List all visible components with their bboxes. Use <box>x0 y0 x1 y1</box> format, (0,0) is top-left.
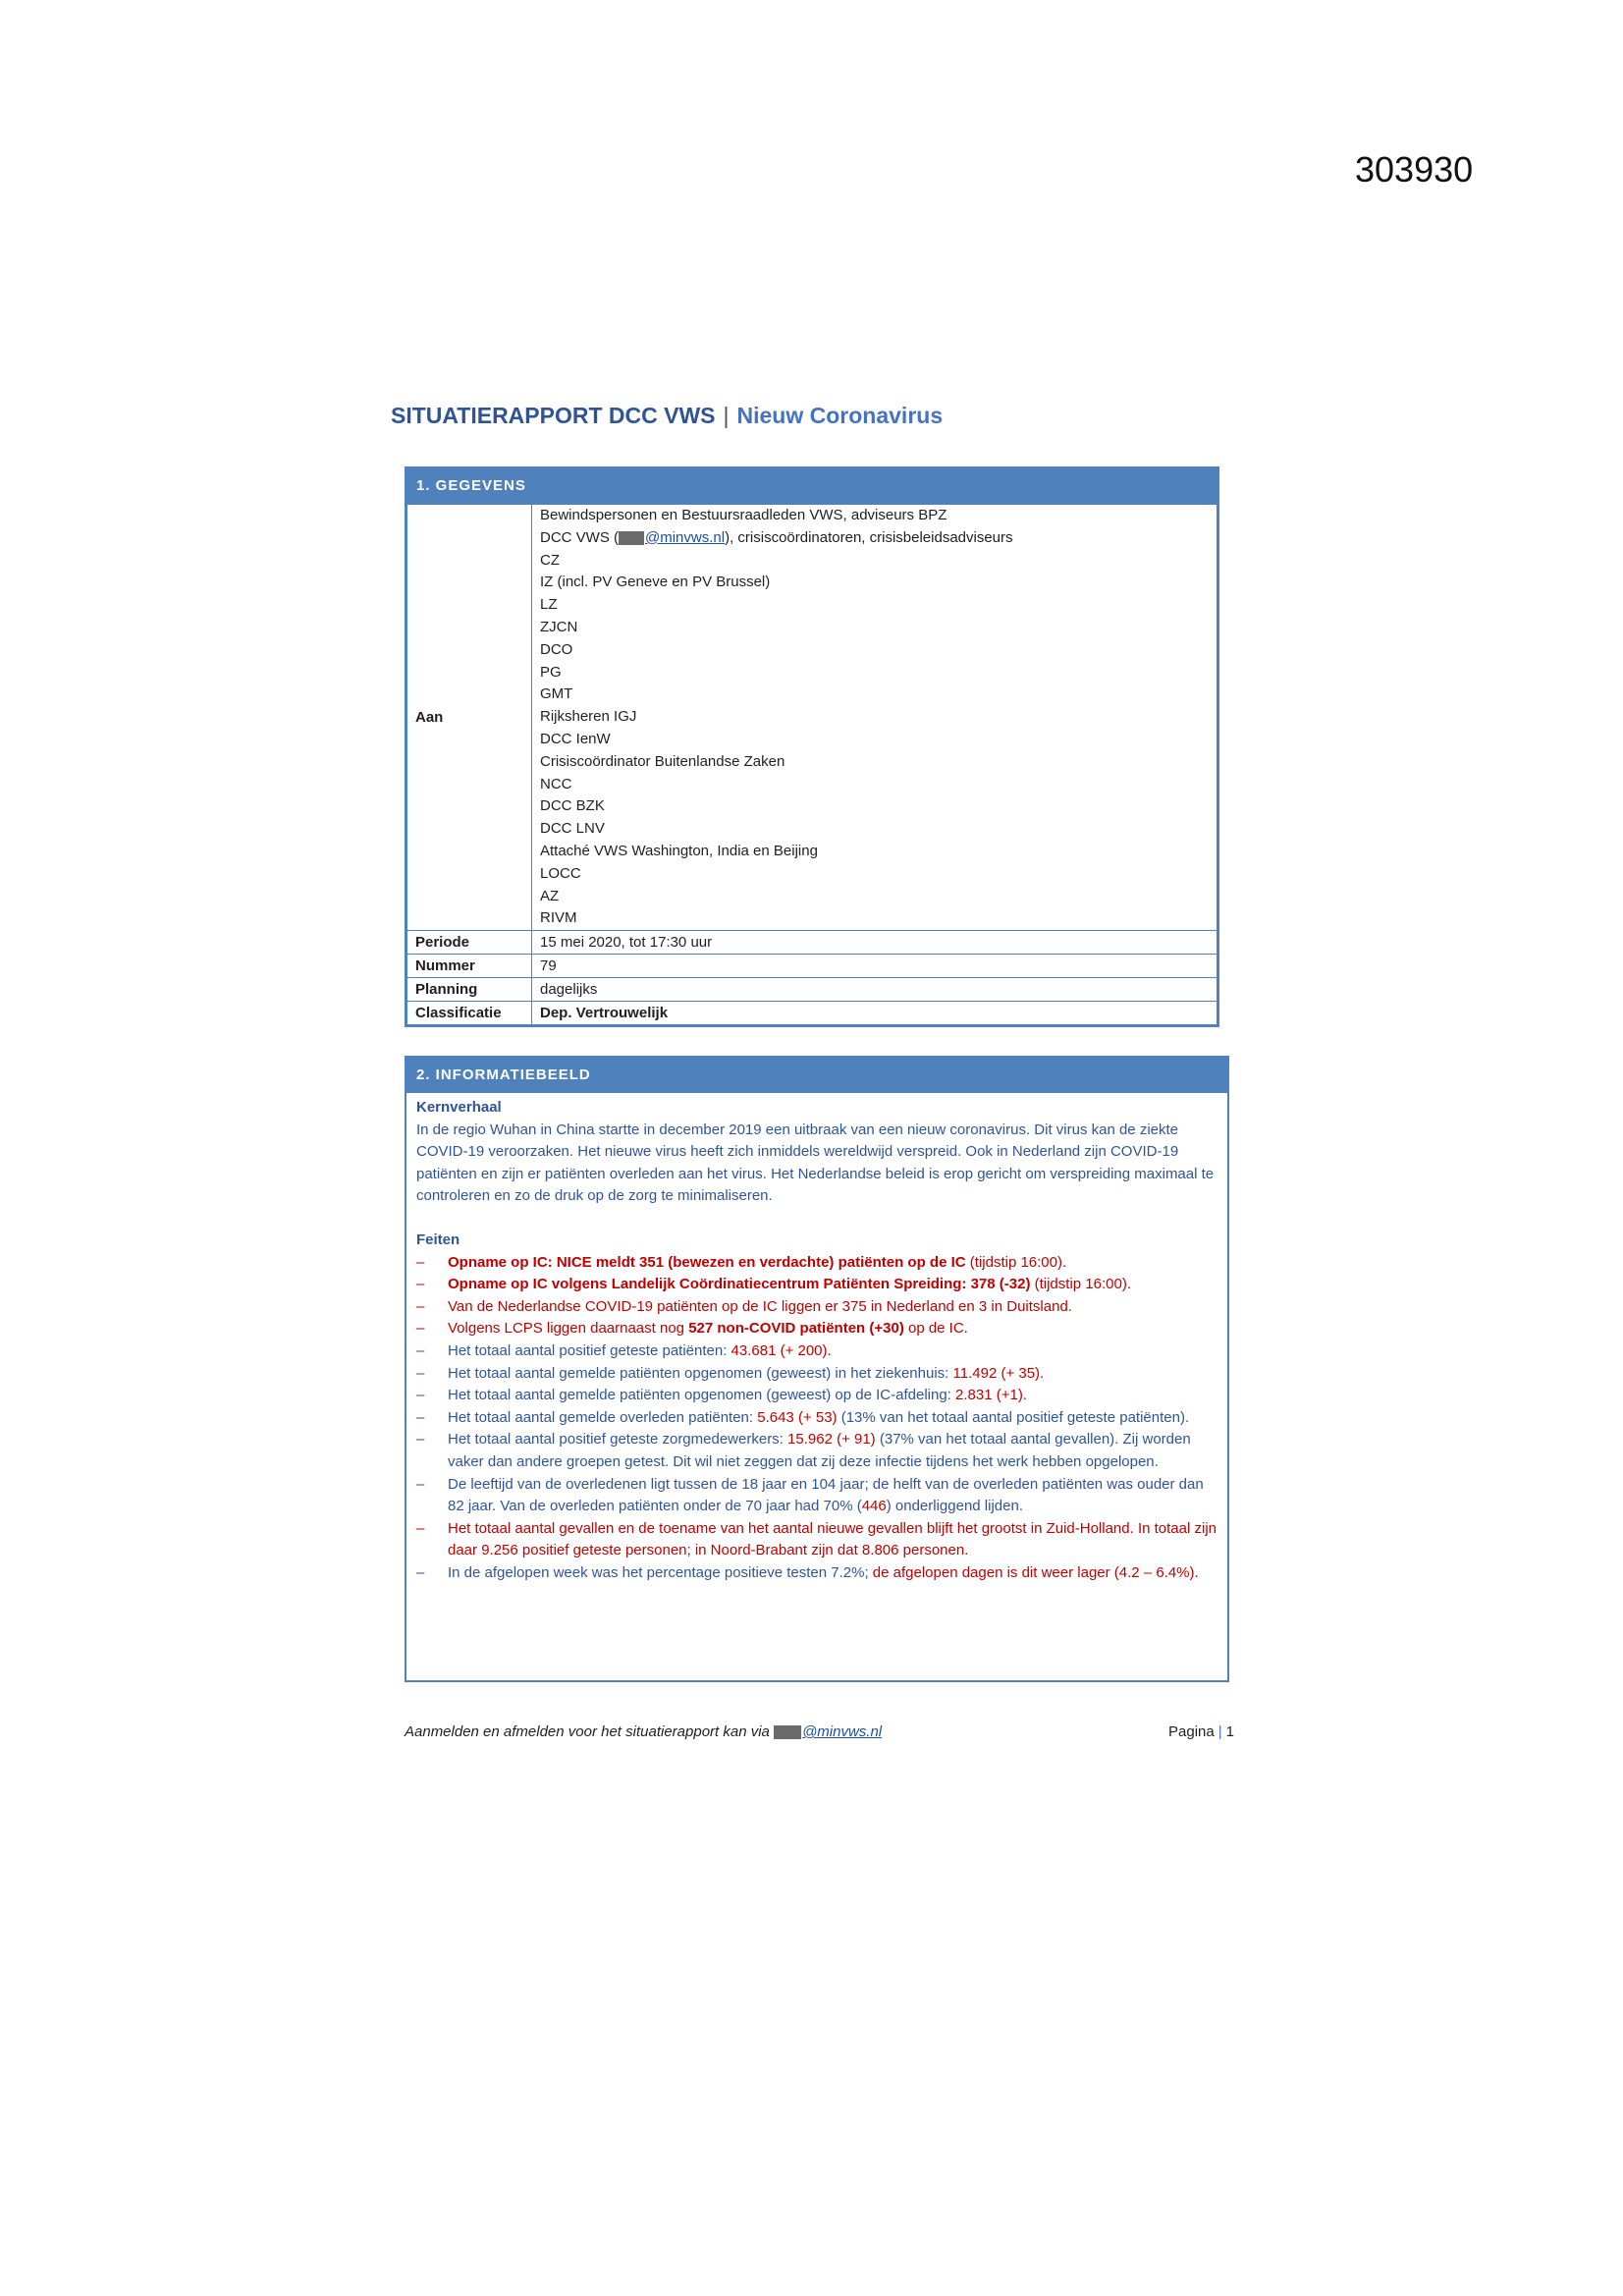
footer-email-link[interactable]: @minvws.nl <box>802 1723 883 1740</box>
feit-bold: Opname op IC: NICE meldt 351 (bewezen en verdachte) patiënten op de IC <box>448 1253 966 1271</box>
aan-line-text: ), crisiscoördinatoren, crisisbeleidsadviseurs <box>725 528 1013 546</box>
planning-value: dagelijks <box>532 978 1217 1002</box>
aan-line: CZ <box>540 551 560 569</box>
title-separator: | <box>723 403 730 428</box>
aan-line-text: DCC VWS ( <box>540 528 619 546</box>
title-main: SITUATIERAPPORT DCC VWS <box>391 403 716 428</box>
feit-value: 5.643 (+ 53) <box>757 1408 838 1426</box>
feit-text: (tijdstip 16:00). <box>965 1253 1067 1271</box>
feit-text: Het totaal aantal gemelde overleden patiënten: <box>448 1408 758 1426</box>
feit-text: In de afgelopen week was het percentage positieve testen 7.2%; <box>448 1563 873 1581</box>
feit-text: (13% van het totaal aantal positief geteste patiënten). <box>837 1408 1190 1426</box>
feit-item <box>416 1562 1217 1585</box>
section-informatiebeeld-heading: 2. INFORMATIEBEELD <box>406 1058 1227 1093</box>
feit-item <box>416 1385 1217 1407</box>
periode-value: 15 mei 2020, tot 17:30 uur <box>532 931 1217 955</box>
page-indicator <box>1168 1723 1234 1740</box>
aan-line: IZ (incl. PV Geneve en PV Brussel) <box>540 574 771 591</box>
feit-text: Het totaal aantal gemelde patiënten opgenomen (geweest) op de IC-afdeling: <box>448 1387 956 1404</box>
feit-value: 2.831 (+1). <box>955 1387 1027 1404</box>
row-aan <box>407 505 1217 931</box>
feit-item <box>416 1274 1217 1296</box>
feit-value: 446 <box>861 1498 887 1515</box>
page-label: Pagina <box>1168 1723 1215 1740</box>
planning-label: Planning <box>407 978 532 1002</box>
aan-line: DCC LNV <box>540 820 605 838</box>
row-classificatie <box>407 1002 1217 1025</box>
aan-list <box>532 505 1217 931</box>
feit-value: de afgelopen dagen is dit weer lager (4.2 – 6.4%). <box>872 1563 1199 1581</box>
page-footer <box>405 1723 1234 1740</box>
aan-line: LZ <box>540 596 558 614</box>
aan-line: AZ <box>540 887 560 904</box>
section-gegevens-heading: 1. GEGEVENS <box>406 468 1217 504</box>
row-planning <box>407 978 1217 1002</box>
feit-item <box>416 1407 1217 1430</box>
feit-item <box>416 1318 1217 1340</box>
footer-text: Aanmelden en afmelden voor het situatierapport kan via <box>405 1723 775 1740</box>
aan-line: ZJCN <box>540 618 578 635</box>
section-informatiebeeld <box>405 1056 1229 1682</box>
title-sub: Nieuw Coronavirus <box>736 403 944 428</box>
feit-item <box>416 1340 1217 1363</box>
nummer-label: Nummer <box>407 955 532 978</box>
feit-text: De leeftijd van de overledenen ligt tussen de 18 jaar en 104 jaar; de helft van de overleden patiënten was ouder dan 82 jaar. Van de overleden patiënten onder de 70 jaar had 70% ( <box>448 1475 1204 1515</box>
feit-value: 11.492 (+ 35). <box>952 1364 1045 1382</box>
footer-subscribe-text <box>405 1723 882 1740</box>
feiten-list <box>416 1252 1217 1585</box>
aan-label: Aan <box>407 505 532 931</box>
feit-item <box>416 1252 1217 1275</box>
kernverhaal-text: In de regio Wuhan in China startte in december 2019 een uitbraak van een nieuw coronavirus. Dit virus kan de ziekte COVID-19 veroorzaken. Het nieuwe virus heeft zich inmiddels wereldwijd verspreid. Ook in Nederland zijn COVID-19 patiënten en zijn er patiënten overleden aan het virus. Het Nederlandse beleid is erop gericht om verspreiding maximaal te controleren en zo de druk op de zorg te minimaliseren. <box>416 1121 1215 1205</box>
aan-line: GMT <box>540 685 573 703</box>
row-nummer <box>407 955 1217 978</box>
feit-text: (37% van het totaal aantal gevallen). Zij worden vaker dan andere groepen getest. Dit wil niet zeggen dat zij deze infectie tijdens het werk hebben opgelopen. <box>448 1431 1191 1470</box>
feit-bold: Opname op IC volgens Landelijk Coördinatiecentrum Patiënten Spreiding: 378 (-32) <box>448 1276 1031 1293</box>
periode-label: Periode <box>407 931 532 955</box>
feit-item <box>416 1474 1217 1518</box>
row-periode <box>407 931 1217 955</box>
feit-item: – Het totaal aantal gevallen en de toename van het aantal nieuwe gevallen blijft het grootst in Zuid-Holland. In totaal zijn daar 9.256 positief geteste personen; in Noord-Brabant zijn dat 8.806 personen. <box>416 1518 1217 1562</box>
kernverhaal-title: Kernverhaal <box>416 1099 502 1116</box>
document-number: 303930 <box>1355 149 1474 190</box>
section-gegevens <box>405 466 1219 1027</box>
aan-line: DCC IenW <box>540 730 611 747</box>
feit-text: Het totaal aantal positief geteste patiënten: <box>448 1341 731 1359</box>
gegevens-table <box>406 504 1217 1025</box>
redaction-mark <box>619 531 644 545</box>
aan-line: RIVM <box>540 909 577 927</box>
feit-text: ) onderliggend lijden. <box>886 1498 1023 1515</box>
aan-line: Attaché VWS Washington, India en Beijing <box>540 842 818 859</box>
aan-line: LOCC <box>540 864 581 882</box>
feiten-title: Feiten <box>416 1230 460 1248</box>
redaction-mark <box>774 1725 801 1739</box>
feit-text: op de IC. <box>903 1320 968 1338</box>
feit-value: 43.681 (+ 200). <box>730 1341 832 1359</box>
feit-item <box>416 1363 1217 1386</box>
classificatie-value: Dep. Vertrouwelijk <box>532 1002 1217 1025</box>
email-link[interactable]: @minvws.nl <box>645 528 726 546</box>
page-number: 1 <box>1225 1723 1234 1740</box>
report-title <box>391 403 943 429</box>
aan-line: Bewindspersonen en Bestuursraadleden VWS, adviseurs BPZ <box>540 507 947 523</box>
aan-line: PG <box>540 663 562 681</box>
classificatie-label: Classificatie <box>407 1002 532 1025</box>
aan-line: DCC BZK <box>540 797 605 815</box>
aan-line <box>540 527 1209 550</box>
feit-item: – Van de Nederlandse COVID-19 patiënten op de IC liggen er 375 in Nederland en 3 in Duitsland. <box>416 1296 1217 1319</box>
feit-text: Het totaal aantal positief geteste zorgmedewerkers: <box>448 1431 788 1449</box>
aan-line: Rijksheren IGJ <box>540 708 637 726</box>
aan-line: DCO <box>540 640 573 658</box>
feit-text: Het totaal aantal gemelde patiënten opgenomen (geweest) in het ziekenhuis: <box>448 1364 953 1382</box>
aan-line: NCC <box>540 775 572 793</box>
feit-text: (tijdstip 16:00). <box>1030 1276 1131 1293</box>
feit-text: Volgens LCPS liggen daarnaast nog <box>448 1320 689 1338</box>
feit-item <box>416 1429 1217 1473</box>
nummer-value: 79 <box>532 955 1217 978</box>
aan-line: Crisiscoördinator Buitenlandse Zaken <box>540 752 785 770</box>
feit-bold: 527 non-COVID patiënten (+30) <box>688 1320 904 1338</box>
page-separator: | <box>1217 1723 1222 1740</box>
feit-value: 15.962 (+ 91) <box>787 1431 876 1449</box>
